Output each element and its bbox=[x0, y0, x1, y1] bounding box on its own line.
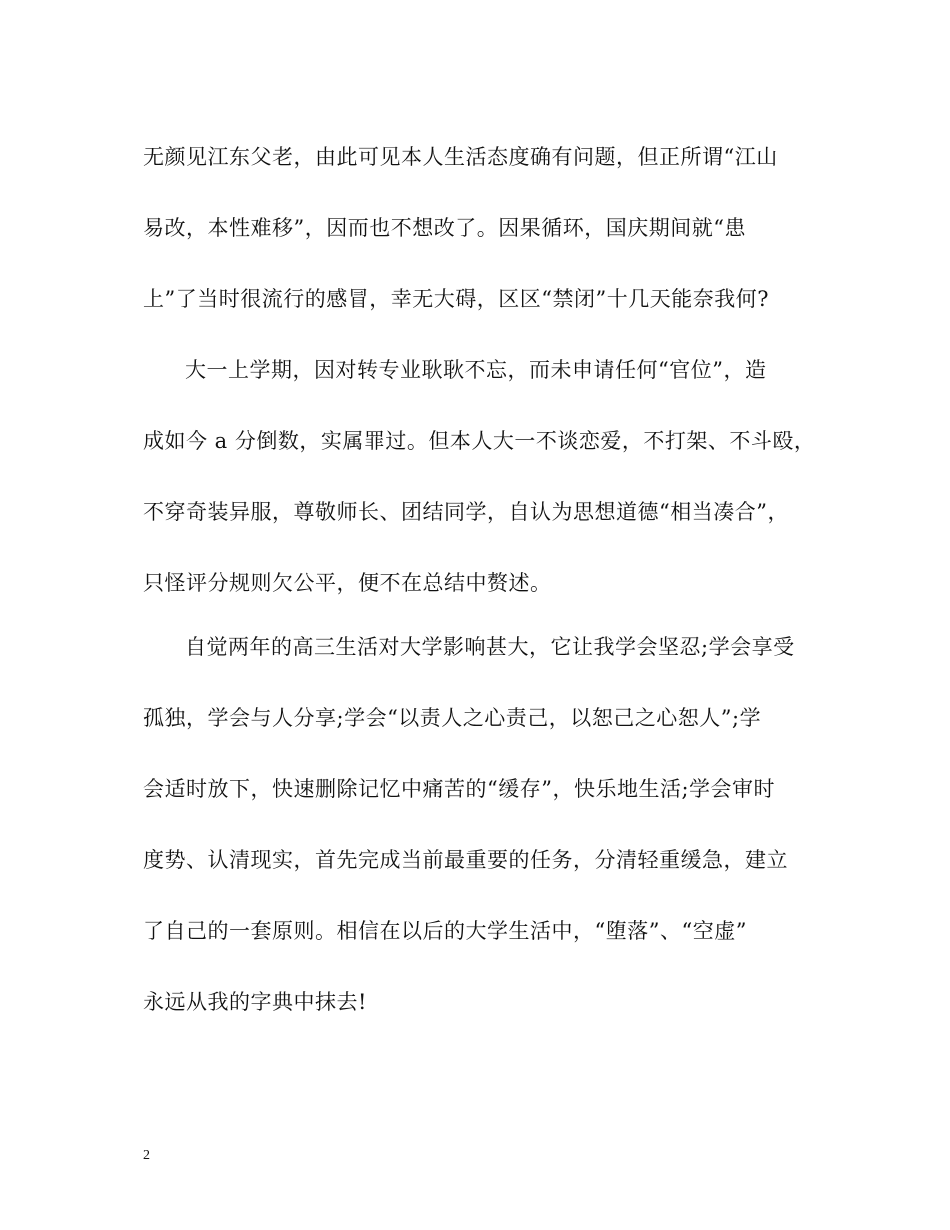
paragraph-first-line: 大一上学期，因对转专业耿耿不忘，而未申请任何“官位”，造 bbox=[185, 358, 767, 382]
text-line: 上”了当时很流行的感冒，幸无大碍，区区“禁闭”十几天能奈我何? bbox=[143, 287, 769, 311]
paragraph-first-line: 自觉两年的高三生活对大学影响甚大，它让我学会坚忍;学会享受 bbox=[185, 635, 795, 659]
text-line: 度势、认清现实，首先完成当前最重要的任务，分清轻重缓急，建立 bbox=[143, 848, 788, 872]
text-line: 易改，本性难移”，因而也不想改了。因果循环，国庆期间就“患 bbox=[143, 216, 746, 240]
text-line: 不穿奇装异服，尊敬师长、团结同学，自认为思想道德“相当凑合”， bbox=[143, 500, 789, 524]
text-line: 永远从我的字典中抹去! bbox=[143, 990, 367, 1014]
page-number: 2 bbox=[143, 1148, 150, 1163]
text-line: 孤独，学会与人分享;学会“以责人之心责己，以恕己之心恕人”;学 bbox=[143, 706, 762, 730]
text-line: 了自己的一套原则。相信在以后的大学生活中，“堕落”、“空虚” bbox=[143, 919, 747, 943]
text-line: 成如今 a 分倒数，实属罪过。但本人大一不谈恋爱，不打架、不斗殴， bbox=[143, 429, 816, 453]
text-line: 无颜见江东父老，由此可见本人生活态度确有问题，但正所谓“江山 bbox=[143, 145, 778, 169]
text-line: 会适时放下，快速删除记忆中痛苦的“缓存”，快乐地生活;学会审时 bbox=[143, 777, 776, 801]
text-line: 只怪评分规则欠公平，便不在总结中赘述。 bbox=[143, 571, 552, 595]
